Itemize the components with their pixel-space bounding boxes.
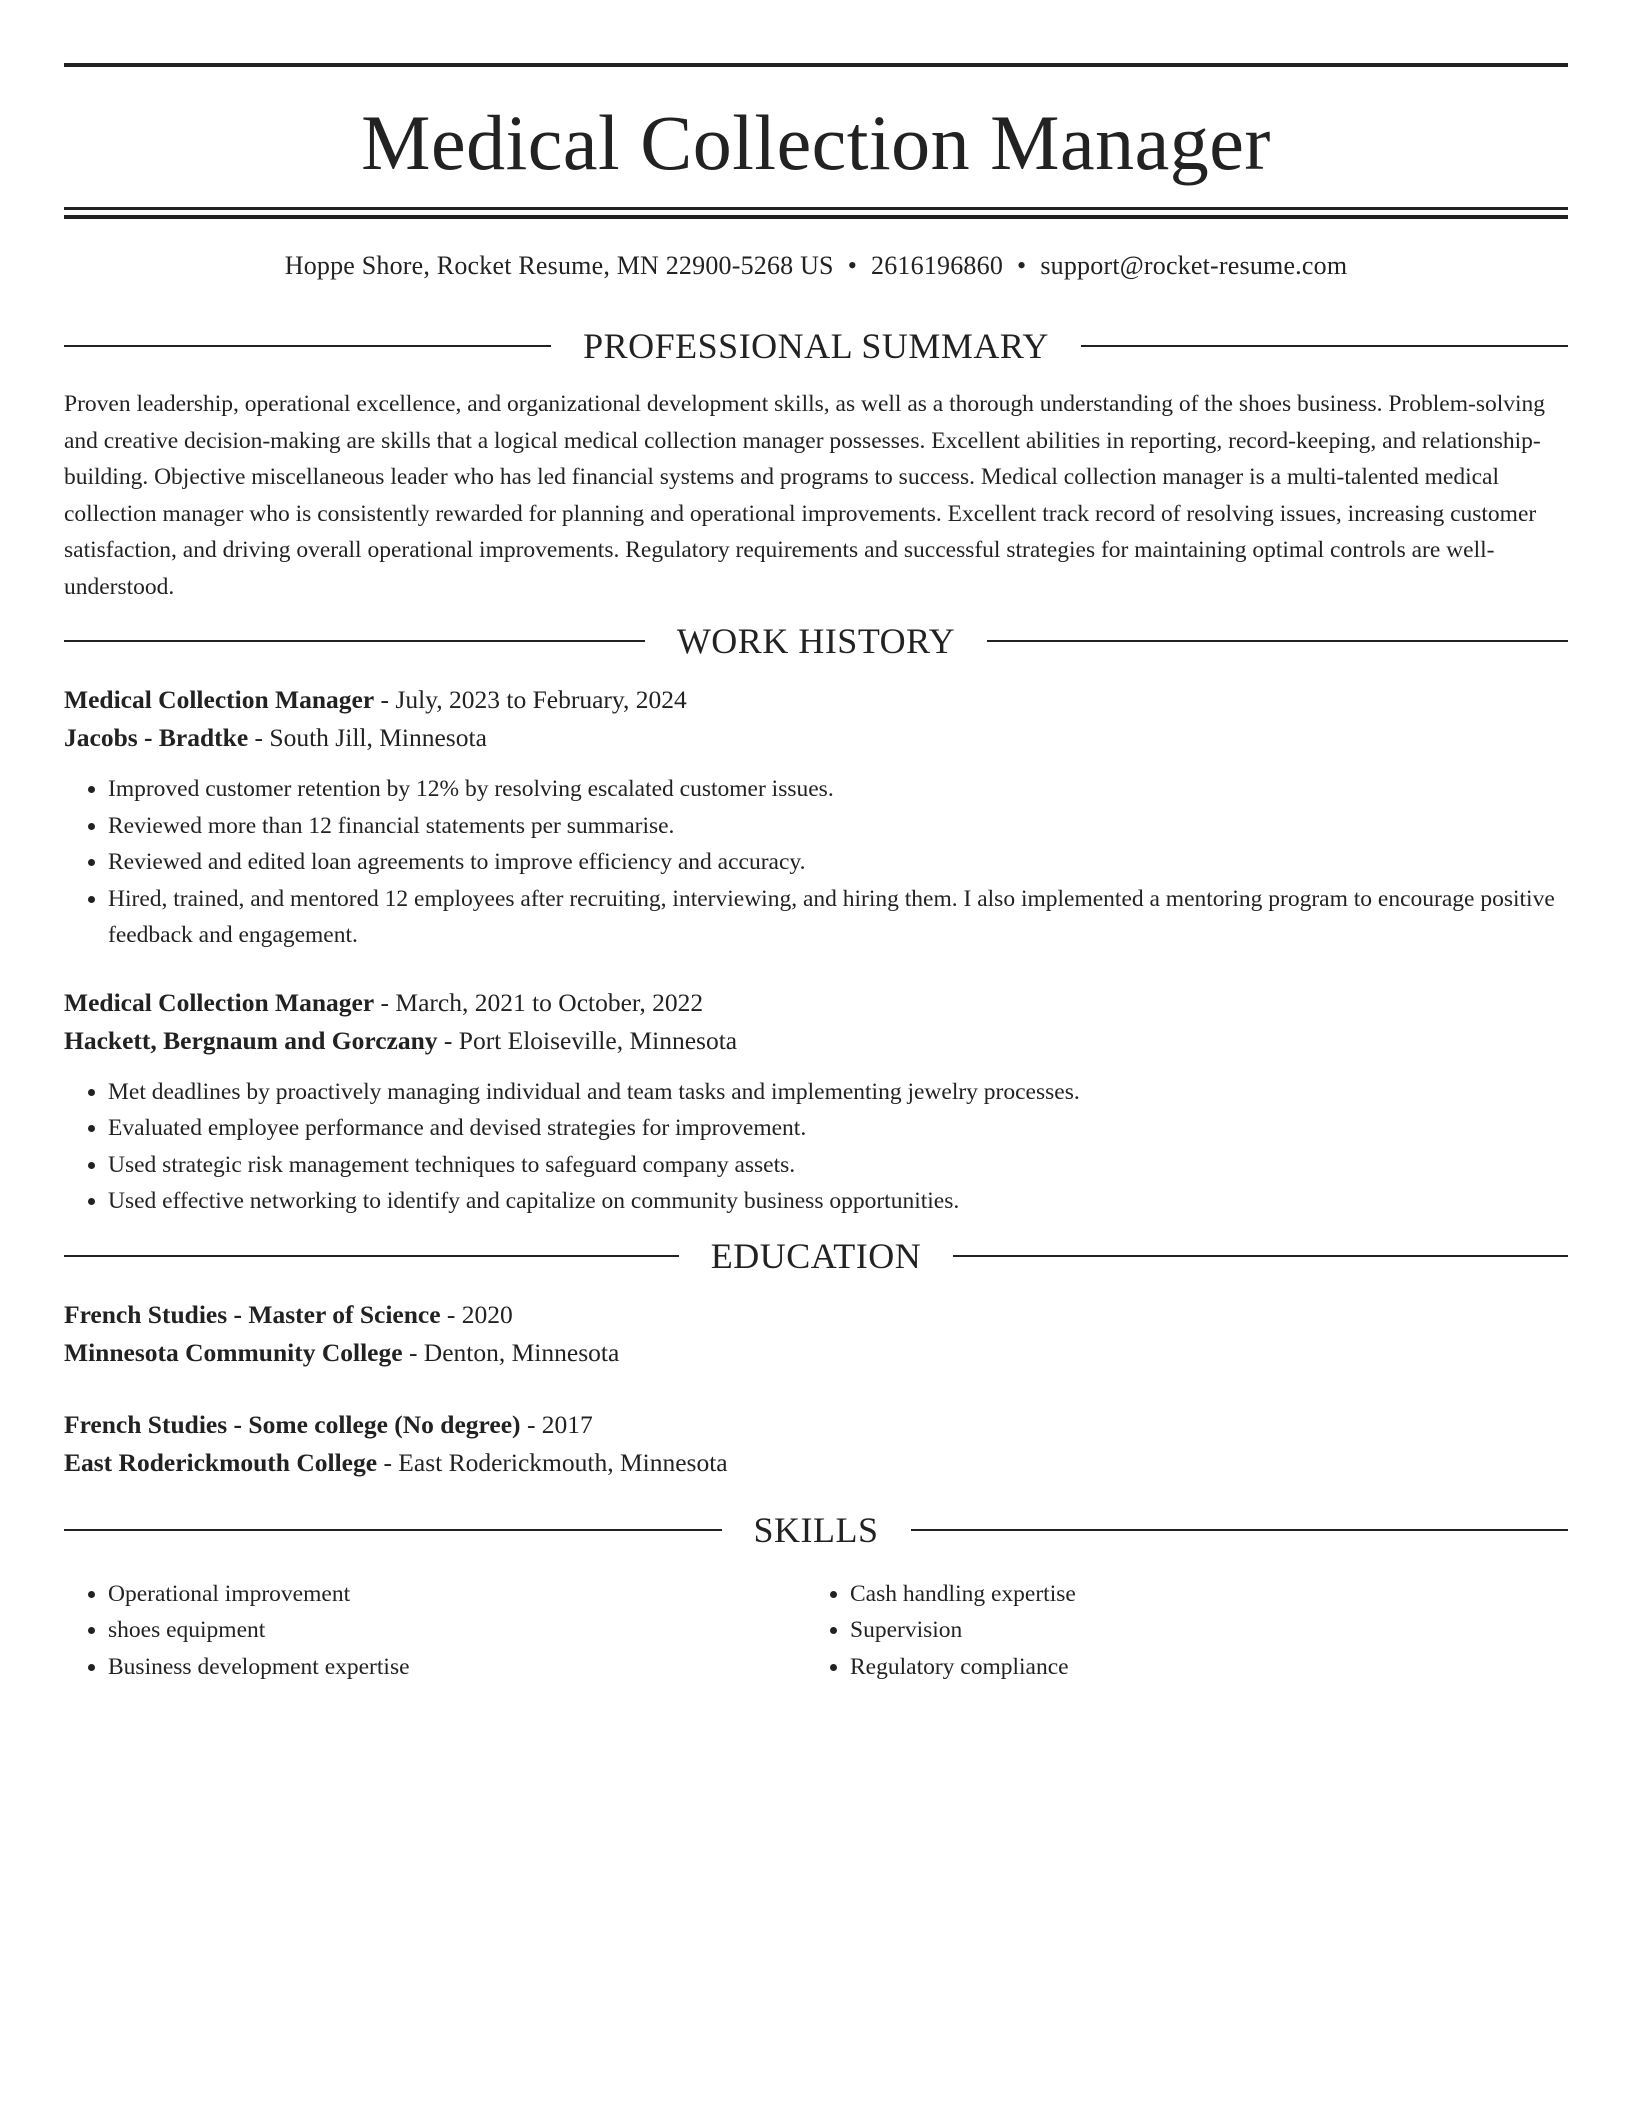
heading-rule-right xyxy=(953,1255,1568,1257)
education-location: - East Roderickmouth, Minnesota xyxy=(377,1447,728,1477)
summary-heading-label: PROFESSIONAL SUMMARY xyxy=(583,326,1049,366)
job-bullet: • Met deadlines by proactively managing individual and team tasks and implementing jewelry processes. xyxy=(108,1074,1568,1111)
job-location: - South Jill, Minnesota xyxy=(248,723,487,752)
header-top-rule xyxy=(64,63,1568,67)
skills-heading xyxy=(64,1510,1568,1550)
job-entry xyxy=(64,984,1568,1220)
education-school-line xyxy=(64,1334,1568,1372)
education-degree: French Studies - Some college (No degree) xyxy=(64,1409,521,1439)
skills-grid xyxy=(64,1576,1568,1686)
job-bullets xyxy=(64,771,1568,954)
skills-list xyxy=(806,1576,1548,1686)
work-heading xyxy=(64,621,1568,661)
contact-address: Hoppe Shore, Rocket Resume, MN 22900-5268 US xyxy=(284,251,834,280)
skill-item: • shoes equipment xyxy=(108,1612,806,1649)
job-bullets xyxy=(64,1074,1568,1220)
job-title: Medical Collection Manager xyxy=(64,685,375,714)
job-title: Medical Collection Manager xyxy=(64,987,375,1017)
job-company-line xyxy=(64,719,1568,757)
heading-rule-left xyxy=(64,1529,722,1531)
summary-heading xyxy=(64,326,1568,366)
skill-item: • Business development expertise xyxy=(108,1649,806,1686)
job-bullet: • Reviewed more than 12 financial statements per summarise. xyxy=(108,808,1568,845)
contact-separator: • xyxy=(847,251,858,280)
heading-rule-left xyxy=(64,1255,679,1257)
contact-line xyxy=(64,253,1568,283)
education-degree-line xyxy=(64,1406,1568,1444)
education-entry xyxy=(64,1296,1568,1372)
education-year: - 2017 xyxy=(520,1409,593,1439)
heading-rule-left xyxy=(64,345,551,347)
heading-rule-right xyxy=(987,640,1568,642)
education-school: Minnesota Community College xyxy=(64,1337,403,1367)
skill-item: • Regulatory compliance xyxy=(850,1649,1548,1686)
work-heading-label: WORK HISTORY xyxy=(676,621,956,661)
job-bullet: • Used strategic risk management techniques to safeguard company assets. xyxy=(108,1147,1568,1184)
education-school-line xyxy=(64,1444,1568,1482)
skills-column-right xyxy=(806,1576,1548,1686)
job-location: - Port Eloiseville, Minnesota xyxy=(437,1025,738,1055)
job-company: Jacobs - Bradtke xyxy=(64,723,249,752)
job-bullet: • Used effective networking to identify and capitalize on community business opportunities. xyxy=(108,1183,1568,1220)
job-title-line xyxy=(64,984,1568,1022)
skills-column-left xyxy=(64,1576,806,1686)
job-entry xyxy=(64,681,1568,954)
education-entry xyxy=(64,1406,1568,1482)
job-bullet: • Improved customer retention by 12% by resolving escalated customer issues. xyxy=(108,771,1568,808)
education-degree: French Studies - Master of Science xyxy=(64,1299,441,1329)
education-location: - Denton, Minnesota xyxy=(402,1337,620,1367)
resume-page xyxy=(64,0,1568,1685)
education-degree-line xyxy=(64,1296,1568,1334)
job-company-line xyxy=(64,1022,1568,1060)
education-school: East Roderickmouth College xyxy=(64,1447,378,1477)
summary-text: Proven leadership, operational excellence, and organizational development skills, as well as a thorough understanding of the shoes business. Problem-solving and creative decision-making are skills that a logical medical collection manager possesses. Excellent abilities in reporting, record-keeping, and relationship-building. Objective miscellaneous leader who has led financial systems and programs to success. Medical collection manager is a multi-talented medical collection manager who is consistently rewarded for planning and operational improvements. Excellent track record of resolving issues, increasing customer satisfaction, and driving overall operational improvements. Regulatory requirements and successful strategies for maintaining optimal controls are well-understood. xyxy=(64,391,1546,600)
skill-item: • Operational improvement xyxy=(108,1576,806,1613)
resume-title: Medical Collection Manager xyxy=(361,99,1271,186)
skills-list xyxy=(64,1576,806,1686)
heading-rule-right xyxy=(1081,345,1568,347)
job-company: Hackett, Bergnaum and Gorczany xyxy=(64,1025,438,1055)
contact-phone: 2616196860 xyxy=(871,251,1004,280)
education-year: - 2020 xyxy=(440,1299,513,1329)
job-bullet: • Hired, trained, and mentored 12 employees after recruiting, interviewing, and hiring them. I also implemented a mentoring program to encourage positive feedback and engagement. xyxy=(108,881,1568,954)
job-dates: - July, 2023 to February, 2024 xyxy=(374,685,687,714)
header-double-rule xyxy=(64,207,1568,219)
contact-separator: • xyxy=(1017,251,1027,280)
skill-item: • Supervision xyxy=(850,1612,1548,1649)
job-dates: - March, 2021 to October, 2022 xyxy=(374,987,704,1017)
skills-heading-label: SKILLS xyxy=(753,1509,879,1550)
job-title-line xyxy=(64,681,1568,719)
job-bullet: • Evaluated employee performance and devised strategies for improvement. xyxy=(108,1110,1568,1147)
contact-email: support@rocket-resume.com xyxy=(1040,251,1348,280)
skill-item: • Cash handling expertise xyxy=(850,1576,1548,1613)
heading-rule-right xyxy=(911,1529,1569,1531)
heading-rule-left xyxy=(64,640,645,642)
job-bullet: • Reviewed and edited loan agreements to improve efficiency and accuracy. xyxy=(108,844,1568,881)
education-heading-label: EDUCATION xyxy=(710,1235,922,1276)
education-heading xyxy=(64,1236,1568,1276)
